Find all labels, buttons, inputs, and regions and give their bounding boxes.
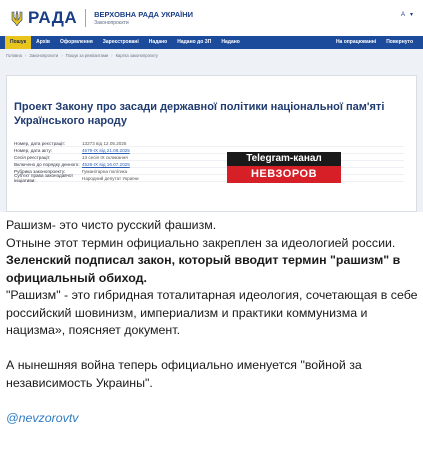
breadcrumb-separator: › [111,52,113,58]
trident-icon [10,10,24,26]
site-brand [94,10,193,26]
nav-item-processing[interactable]: На опрацюванні [335,39,377,45]
nav-item-submitted-zp[interactable]: Надано до ЗП [177,39,212,45]
nav-item-archive[interactable]: Архів [36,39,50,45]
header-tools [401,11,413,18]
nav-item-submitted-2[interactable]: Надано [221,39,240,45]
meta-key: Номер, дата реєстрації: [14,140,65,146]
breadcrumb-separator: › [24,52,27,58]
post-gap [6,340,418,358]
site-subtitle: Законопроєкти [94,20,129,26]
post-line: А нынешняя война теперь официально именуется "войной за независимость Украины". [6,358,362,390]
logo-divider [85,9,86,27]
embedded-screenshot [0,0,423,212]
bill-meta [14,140,404,182]
watermark-channel: Telegram-канал [227,152,341,166]
nav-item-submitted[interactable]: Надано [148,39,168,45]
meta-row [14,140,404,147]
telegram-watermark [227,152,341,183]
site-nav [0,36,423,49]
font-size-icon[interactable]: A [400,11,405,18]
breadcrumb-separator: › [61,52,63,58]
meta-value-link[interactable]: 4579-IX від 21.08.2025 [82,147,130,153]
meta-value: 13273 від 12.05.2025 [82,140,127,146]
watermark-name: НЕВЗОРОВ [227,166,341,183]
meta-row [14,147,404,154]
nav-item-registered[interactable]: Зареєстровані [102,39,139,45]
nav-item-returned[interactable]: Повернуто [386,39,413,45]
breadcrumb-home[interactable]: Головна [6,52,22,58]
meta-key: Номер, дата акту: [14,147,53,153]
chevron-down-icon[interactable]: ▾ [409,12,413,18]
site-logo[interactable]: РАДА [28,8,78,27]
post-line: Отныне этот термин официально закреплен за идеологией россии. [6,235,396,250]
meta-value-link[interactable]: 4526-IX від 16.07.2025 [82,161,130,167]
breadcrumb-search[interactable]: Пошук за реквізитами [65,52,109,58]
meta-key: Сесія реєстрації: [14,154,51,160]
site-header [0,0,423,36]
post-line: "Рашизм" - это гибридная тоталитарная идеология, сочетающая в себе российский шовинизм, империализм и практики коммунизма и нацизма», поясняет документ. [6,288,418,337]
meta-value: Гуманітарна політика [82,168,128,174]
post-body [6,217,418,427]
meta-value: Народний депутат України [82,175,139,181]
meta-key: Суб'єкт права законодавчої ініціативи: [14,173,73,183]
meta-key: Включено до порядку денного: [14,161,80,167]
post-gap [6,392,418,410]
breadcrumb-bills[interactable]: Законопроєкти [29,52,59,58]
meta-row [14,175,404,182]
bill-title: Проект Закону про засади державної політики національної пам'яті Українського народу [14,101,385,127]
nav-item-design[interactable]: Оформлення [59,39,93,45]
breadcrumb-card: Картка законопроєкту [115,52,159,58]
meta-value: 13 сесія IX скликання [82,154,128,160]
meta-key: Рубрика законопроекту: [14,168,66,174]
bill-card [6,75,417,212]
meta-row [14,154,404,161]
nav-item-search[interactable]: Пошук [5,36,31,49]
post-line: Рашизм- это чисто русский фашизм. [6,218,217,232]
channel-handle-link[interactable]: @nevzorovtv [6,410,79,425]
post-line-bold: Зеленский подписал закон, который вводит термин "рашизм" в официальный обиход. [6,253,401,285]
breadcrumb [0,49,423,61]
meta-row [14,161,404,168]
site-title: ВЕРХОВНА РАДА УКРАЇНИ [94,10,194,19]
